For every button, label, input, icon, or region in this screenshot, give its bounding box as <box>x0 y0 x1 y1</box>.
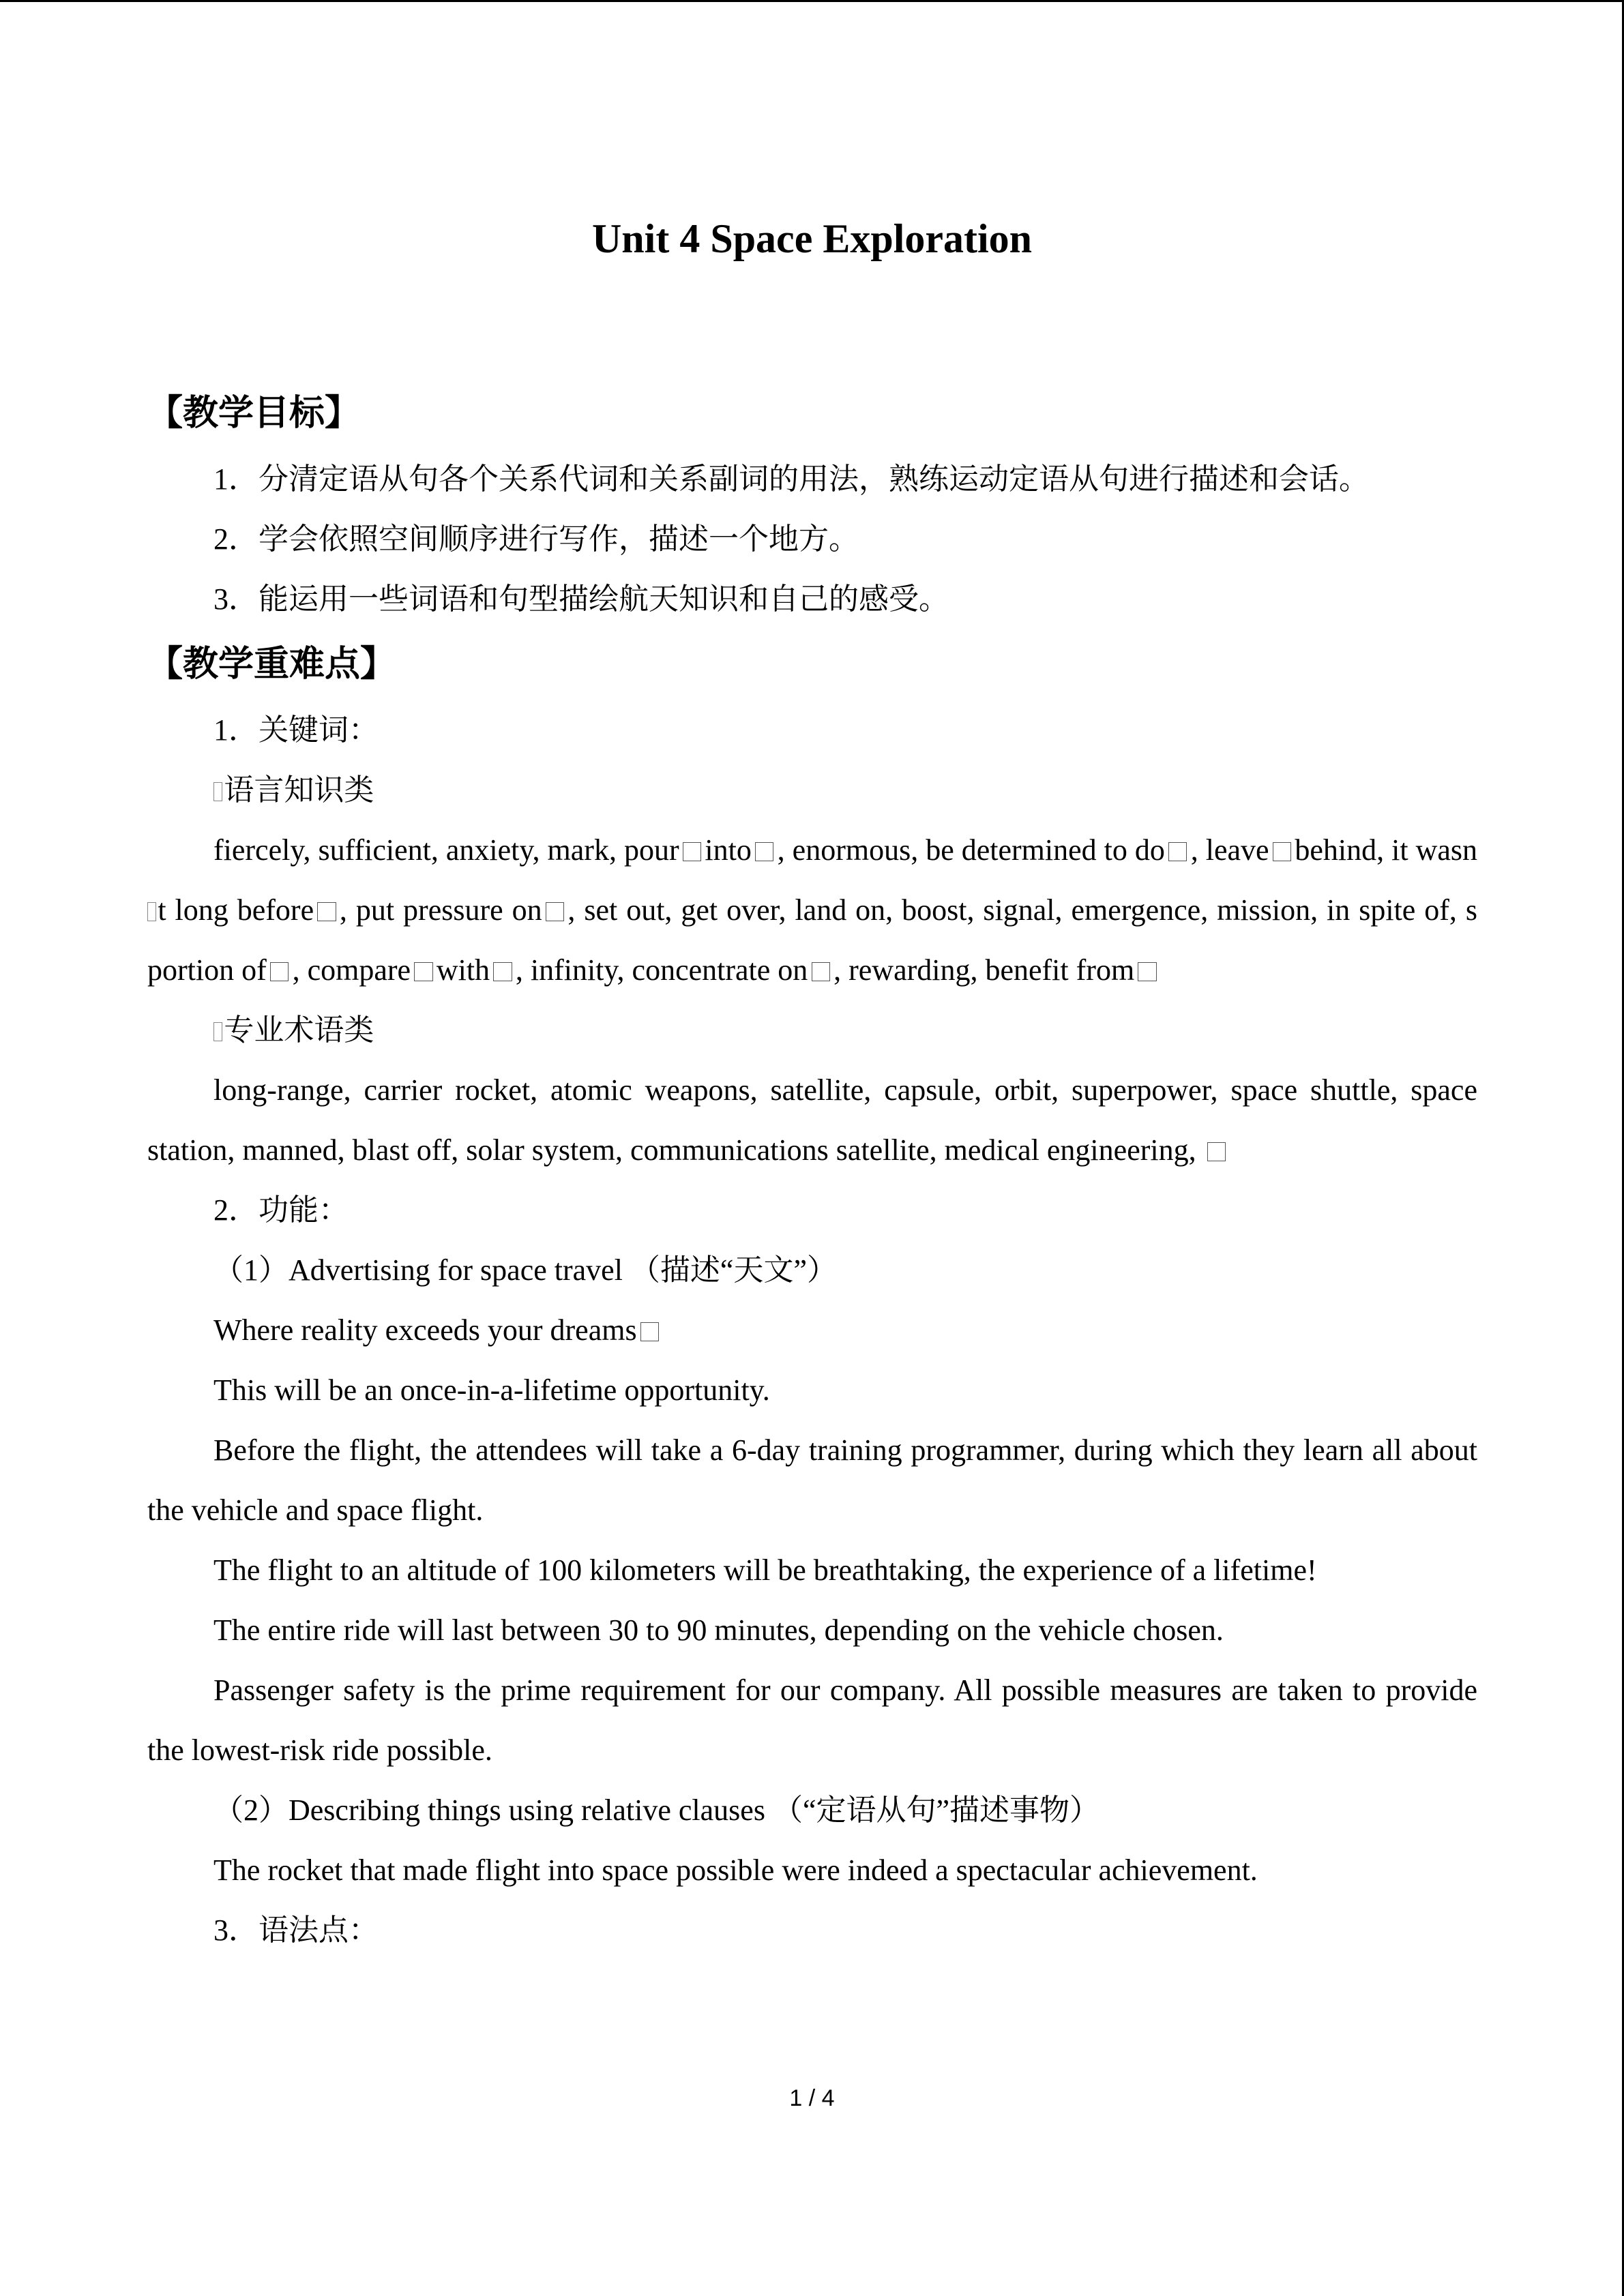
function-1-sentence: The flight to an altitude of 100 kilometers will be breathtaking, the experience of a lifetime! <box>213 1553 1317 1587</box>
missing-glyph-icon <box>755 842 773 861</box>
function-2-heading: （2）Describing things using relative clauses （“定语从句”描述事物） <box>213 1793 1100 1827</box>
terms-paragraph: long-range, carrier rocket, atomic weapons, satellite, capsule, orbit, superpower, space shuttle, space station, manned, blast off, solar system, communications satellite, medical engineering, <box>147 1073 1477 1167</box>
missing-glyph-icon <box>213 1022 222 1041</box>
function-1-heading: （1）Advertising for space travel （描述“天文”） <box>213 1253 837 1287</box>
objectives-heading: 【教学目标】 <box>147 394 361 433</box>
objective-item: 1．分清定语从句各个关系代词和关系副词的用法，熟练运动定语从句进行描述和会话。 <box>213 462 1369 496</box>
function-1-sentence: Before the flight, the attendees will take a 6-day training programmer, during which they learn all about the vehicle and space flight. <box>147 1433 1477 1527</box>
missing-glyph-icon <box>1168 842 1187 861</box>
keypoints-heading: 【教学重难点】 <box>147 645 396 684</box>
objective-item: 3．能运用一些词语和句型描绘航天知识和自己的感受。 <box>213 582 949 616</box>
missing-glyph-icon <box>213 782 222 801</box>
function-heading: 2．功能： <box>213 1193 349 1227</box>
lang-knowledge-label: 语言知识类 <box>147 760 1477 820</box>
missing-glyph-icon <box>1207 1142 1226 1161</box>
missing-glyph-icon <box>414 962 432 981</box>
missing-glyph-icon <box>493 962 512 981</box>
missing-glyph-icon <box>812 962 830 981</box>
missing-glyph-icon <box>546 902 564 921</box>
page-number: 1 / 4 <box>789 2085 835 2111</box>
missing-glyph-icon <box>270 962 289 981</box>
document-body <box>147 378 1477 1960</box>
function-1-sentence: The entire ride will last between 30 to 90 minutes, depending on the vehicle chosen. <box>213 1613 1224 1647</box>
terms-label: 专业术语类 <box>147 1000 1477 1060</box>
missing-glyph-icon <box>317 902 336 921</box>
function-2-sentence: The rocket that made flight into space possible were indeed a spectacular achievement. <box>213 1853 1258 1887</box>
missing-glyph-icon <box>147 902 156 921</box>
function-1-sentence: Where reality exceeds your dreams <box>147 1300 1477 1360</box>
missing-glyph-icon <box>640 1322 659 1341</box>
function-1-sentence: Passenger safety is the prime requirement for our company. All possible measures are taken to provide the lowest-risk ride possible. <box>147 1673 1477 1767</box>
objective-item: 2．学会依照空间顺序进行写作，描述一个地方。 <box>213 522 859 556</box>
grammar-heading: 3．语法点： <box>213 1913 379 1947</box>
function-1-sentence: This will be an once-in-a-lifetime opportunity. <box>213 1373 770 1407</box>
top-border <box>0 0 1624 2</box>
keywords-heading: 1．关键词： <box>213 713 379 747</box>
missing-glyph-icon <box>683 842 701 861</box>
document-title: Unit 4 Space Exploration <box>591 216 1033 261</box>
missing-glyph-icon <box>1273 842 1291 861</box>
missing-glyph-icon <box>1138 962 1156 981</box>
lang-words-paragraph: fiercely, sufficient, anxiety, mark, pour into , enormous, be determined to do , leave behind, it wasnt long before , put pressure on , set out, get over, land on, boost, signal, emergence, mission, in spite of, s portion of , compare with , infinity, concentrate on , rewarding, benefit from <box>147 833 1478 987</box>
